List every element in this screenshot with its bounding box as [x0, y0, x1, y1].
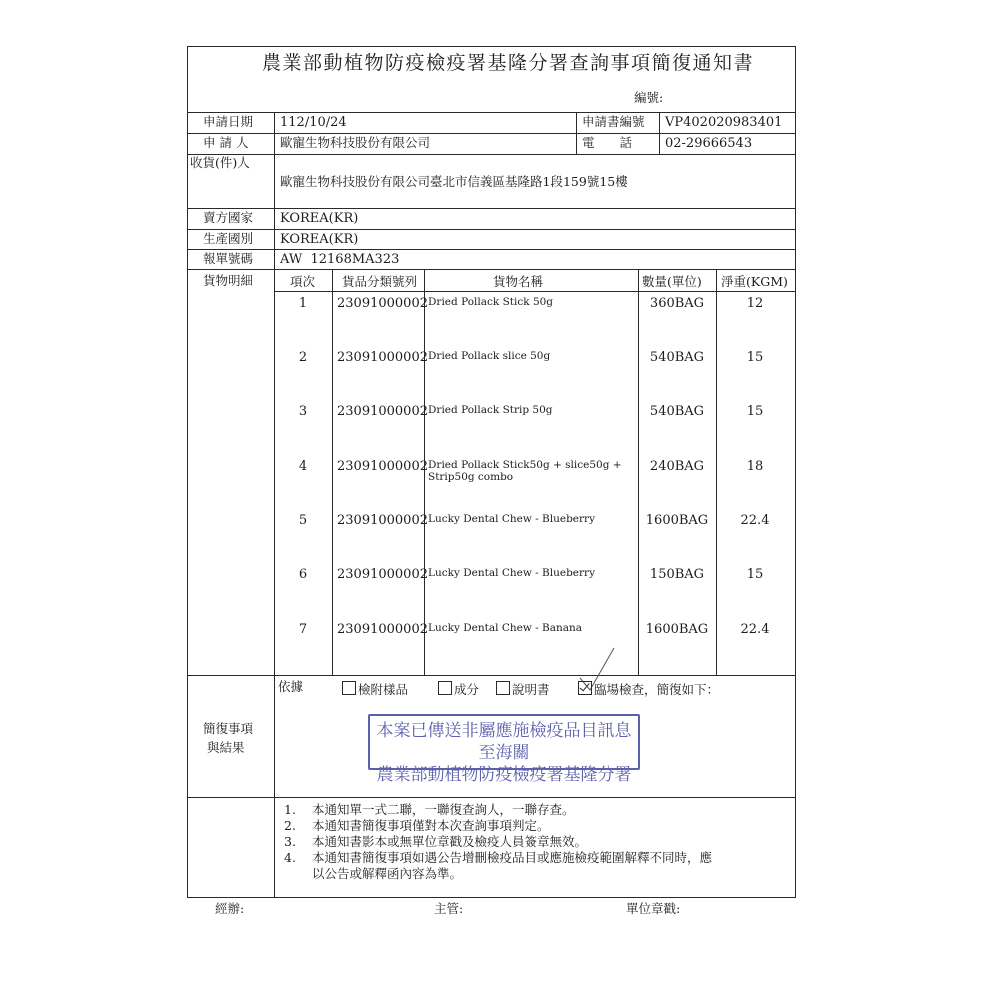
goods-name: Lucky Dental Chew - Banana [428, 622, 583, 634]
handler-signature-label: 經辦: [215, 901, 245, 916]
origin-country-value: KOREA(KR) [280, 232, 359, 247]
item-number: 5 [298, 513, 308, 528]
basis-option-onsite [578, 681, 719, 697]
net-weight: 12 [746, 296, 764, 311]
result-label-line2: 與結果 [207, 740, 245, 755]
note-text: 以公告或解釋函內容為準。 [312, 866, 463, 881]
quantity: 1600BAG [645, 513, 709, 528]
seller-country-label: 賣方國家 [203, 210, 254, 225]
item-number: 4 [298, 459, 308, 474]
basis-option-sample [342, 681, 408, 697]
quantity: 540BAG [649, 350, 705, 365]
column-header-tariff-code: 貨品分類號列 [342, 274, 418, 289]
applicant-value: 歐寵生物科技股份有限公司 [280, 135, 431, 150]
column-header-goods-name: 貨物名稱 [493, 274, 544, 289]
tariff-code: 23091000002 [337, 513, 428, 528]
basis-label: 依據 [278, 679, 304, 694]
quantity: 240BAG [649, 459, 705, 474]
quantity: 540BAG [649, 404, 705, 419]
goods-detail-label: 貨物明細 [203, 273, 254, 288]
tariff-code: 23091000002 [337, 404, 428, 419]
tariff-code: 23091000002 [337, 459, 428, 474]
basis-option-ingredients [438, 681, 479, 697]
goods-name: Dried Pollack Stick50g + slice50g + Strip50g combo [428, 459, 622, 483]
tariff-code: 23091000002 [337, 567, 428, 582]
note-text: 本通知書簡復事項僅對本次查詢事項判定。 [312, 818, 550, 833]
checkbox-onsite-inspection[interactable] [578, 681, 592, 695]
item-number: 1 [298, 296, 308, 311]
item-number: 2 [298, 350, 308, 365]
tariff-code: 23091000002 [337, 622, 428, 637]
column-header-item-no: 項次 [290, 274, 316, 289]
consignee-label: 收貨(件)人 [190, 155, 250, 170]
declaration-number-label: 報單號碼 [203, 251, 254, 266]
column-header-quantity: 數量(單位) [642, 274, 702, 289]
note-number: 4. [284, 850, 296, 865]
note-text: 本通知書簡復事項如遇公告增刪檢疫品目或應施檢疫範圍解釋不同時，應 [312, 850, 713, 865]
result-label-line1: 簡復事項 [203, 721, 254, 736]
document-title: 農業部動植物防疫檢疫署基隆分署查詢事項簡復通知書 [262, 52, 755, 74]
unit-seal-label: 單位章戳: [626, 901, 681, 916]
net-weight: 15 [746, 350, 764, 365]
serial-number-label: 編號: [634, 90, 664, 105]
applicant-label: 申 請 人 [203, 135, 249, 150]
goods-name: Dried Pollack Strip 50g [428, 404, 553, 416]
column-header-net-weight: 淨重(KGM) [721, 274, 788, 289]
apply-date-value: 112/10/24 [280, 115, 347, 130]
basis-option-manual-label: 說明書 [512, 682, 550, 697]
official-stamp [368, 714, 640, 785]
item-number: 7 [298, 622, 308, 637]
note-number: 1. [284, 802, 296, 817]
item-number: 3 [298, 404, 308, 419]
origin-country-label: 生產國別 [203, 231, 254, 246]
basis-option-sample-label: 檢附樣品 [358, 682, 409, 697]
note-text: 本通知單一式二聯，一聯復查詢人，一聯存查。 [312, 802, 575, 817]
quantity: 1600BAG [645, 622, 709, 637]
net-weight: 15 [746, 567, 764, 582]
consignee-value: 歐寵生物科技股份有限公司臺北市信義區基隆路1段159號15樓 [280, 174, 628, 189]
net-weight: 22.4 [740, 622, 770, 637]
quantity: 360BAG [649, 296, 705, 311]
note-number: 3. [284, 834, 296, 849]
application-number-value: VP402020983401 [665, 115, 783, 130]
phone-label: 電 話 [582, 135, 633, 150]
tariff-code: 23091000002 [337, 350, 428, 365]
item-number: 6 [298, 567, 308, 582]
net-weight: 22.4 [740, 513, 770, 528]
basis-option-onsite-label: 臨場檢查，簡復如下： [594, 682, 720, 697]
goods-name: Lucky Dental Chew - Blueberry [428, 513, 595, 525]
checkbox-ingredients[interactable] [438, 681, 452, 695]
checkbox-manual[interactable] [496, 681, 510, 695]
stamp-line-1: 本案已傳送非屬應施檢疫品目訊息至海關 [376, 721, 632, 763]
declaration-number-value: AW 12168MA323 [280, 252, 400, 267]
seller-country-value: KOREA(KR) [280, 211, 359, 226]
basis-option-ingredients-label: 成分 [454, 682, 480, 697]
quantity: 150BAG [649, 567, 705, 582]
tariff-code: 23091000002 [337, 296, 428, 311]
goods-name: Dried Pollack slice 50g [428, 350, 551, 362]
note-number: 2. [284, 818, 296, 833]
goods-name: Lucky Dental Chew - Blueberry [428, 567, 595, 579]
stamp-line-2: 農業部動植物防疫檢疫署基隆分署 [376, 765, 632, 785]
goods-name: Dried Pollack Stick 50g [428, 296, 554, 308]
net-weight: 15 [746, 404, 764, 419]
net-weight: 18 [746, 459, 764, 474]
phone-value: 02-29666543 [665, 136, 753, 151]
supervisor-signature-label: 主管: [434, 901, 464, 916]
checkbox-sample[interactable] [342, 681, 356, 695]
apply-date-label: 申請日期 [203, 114, 254, 129]
application-number-label: 申請書編號 [582, 114, 645, 129]
note-text: 本通知書影本或無單位章戳及檢疫人員簽章無效。 [312, 834, 588, 849]
basis-option-manual [496, 681, 550, 697]
